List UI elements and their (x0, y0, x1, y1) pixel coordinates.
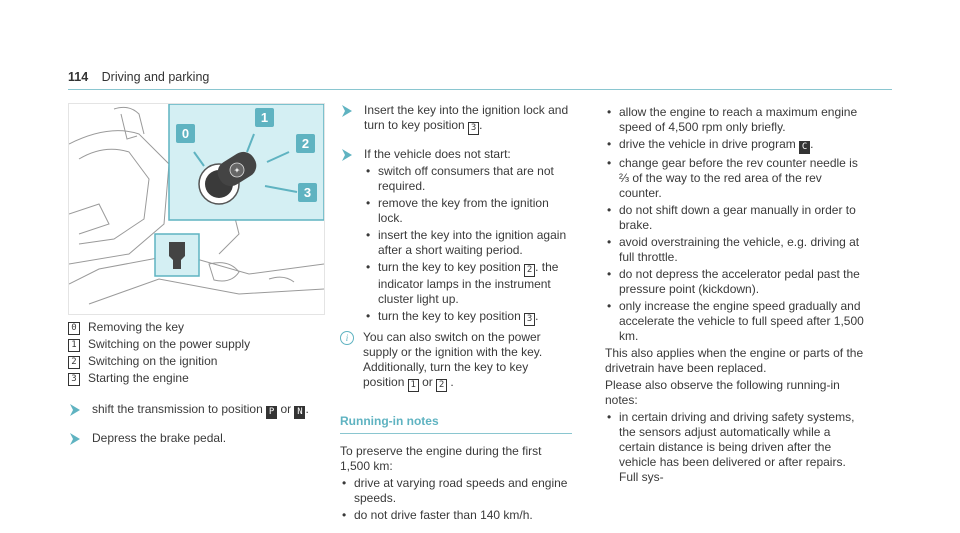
legend-key: 0 (68, 322, 80, 335)
info-icon: i (340, 331, 354, 345)
step-arrow-icon (68, 432, 82, 446)
step-no-start-body (364, 147, 572, 328)
turn-key-post: . (535, 309, 539, 323)
list-item: • change gear before the rev counter needle is ⅔ of the way to the red area of the rev counter. (605, 156, 867, 201)
step-shift-or: or (280, 402, 292, 416)
list-item: • remove the key from the ignition lock. (364, 196, 572, 226)
legend-key: 2 (68, 356, 80, 369)
legend-key: 1 (68, 339, 80, 352)
drive-program-end: . (810, 137, 814, 151)
step-shift (68, 402, 323, 419)
running-in-list-cont (605, 105, 867, 344)
list-item: • drive at varying road speeds and engine speeds. (340, 476, 572, 506)
position-n-key: N (294, 406, 305, 419)
drive-program-c-key: C (799, 141, 810, 154)
no-start-list (364, 164, 572, 326)
info-note-or: or (422, 375, 433, 389)
turn-key-text: turn the key to key position (378, 260, 521, 274)
chapter-title: Driving and parking (101, 70, 210, 84)
page-header (68, 70, 209, 85)
info-note-end: . (450, 375, 454, 389)
legend-text: Switching on the ignition (88, 354, 218, 368)
step-insert-key-end: . (479, 118, 483, 132)
list-item (605, 137, 867, 154)
callout-3-label: 3 (303, 185, 312, 200)
legend-item (68, 354, 323, 369)
list-item (364, 309, 572, 326)
key-position-1: 1 (408, 379, 419, 392)
step-arrow-icon (340, 148, 354, 162)
step-insert-key-text-1: Insert the key into the ignition lock and turn to key position (364, 103, 569, 132)
step-arrow-icon (68, 403, 82, 417)
paragraph-observe: Please also observe the following running-in notes: (605, 378, 840, 407)
list-item: • only increase the engine speed gradually and accelerate the vehicle to full speed after 1,500 km. (605, 299, 867, 344)
list-item: • insert the key into the ignition again after a short waiting period. (364, 228, 572, 258)
list-item: • do not depress the accelerator pedal past the pressure point (kickdown). (605, 267, 867, 297)
step-shift-text (92, 402, 309, 419)
step-arrow-icon (340, 104, 354, 118)
final-list (605, 410, 867, 485)
step-shift-text-1: shift the transmission to position (92, 402, 263, 416)
list-item: • do not drive faster than 140 km/h. (340, 508, 572, 523)
svg-text:✦: ✦ (233, 166, 241, 175)
key-position-3: 3 (524, 313, 535, 326)
list-item: • switch off consumers that are not required. (364, 164, 572, 194)
turn-key-post: . the indicator lamps in the instrument cluster light up. (378, 260, 559, 306)
ignition-figure (68, 103, 325, 315)
step-no-start-text: If the vehicle does not start: (364, 147, 511, 161)
step-depress (68, 431, 323, 446)
list-item: • avoid overstraining the vehicle, e.g. driving at full throttle. (605, 235, 867, 265)
legend-key: 3 (68, 373, 80, 386)
callout-0-label: 0 (181, 126, 190, 141)
column-3 (605, 103, 867, 487)
running-in-intro: To preserve the engine during the first 1,500 km: (340, 444, 542, 473)
position-p-key: P (266, 406, 277, 419)
turn-key-text: turn the key to key position (378, 309, 521, 323)
page-number: 114 (68, 70, 89, 84)
list-item (364, 260, 572, 307)
legend-item (68, 320, 323, 335)
step-shift-end: . (305, 402, 309, 416)
column-2 (340, 103, 572, 525)
step-depress-text: Depress the brake pedal. (92, 431, 227, 445)
paragraph-replaced: This also applies when the engine or parts of the drivetrain have been replaced. (605, 346, 864, 375)
key-position-2: 2 (524, 264, 535, 277)
header-rule (68, 89, 892, 90)
list-item: • allow the engine to reach a maximum engine speed of 4,500 rpm only briefly. (605, 105, 867, 135)
section-title-running-in: Running-in notes (340, 414, 572, 434)
ignition-illustration (69, 104, 324, 314)
key-position-3: 3 (468, 122, 479, 135)
drive-program-text: drive the vehicle in drive program (619, 137, 796, 151)
step-insert-key-text (364, 103, 572, 135)
step-insert-key (340, 103, 572, 135)
legend-item (68, 371, 323, 386)
column-1 (68, 320, 323, 446)
legend-text: Starting the engine (88, 371, 189, 385)
list-item: • do not shift down a gear manually in order to brake. (605, 203, 867, 233)
info-note-text (363, 330, 572, 392)
legend-text: Switching on the power supply (88, 337, 251, 351)
step-no-start (340, 147, 572, 328)
legend-text: Removing the key (88, 320, 185, 334)
legend-item (68, 337, 323, 352)
list-item: • in certain driving and driving safety systems, the sensors adjust automatically while a certain distance is being driven after the vehicle has been delivered or after repairs. Full sys- (605, 410, 867, 485)
info-note-text-1: You can also switch on the power supply or the ignition with the key. Additionally, turn the key to key position (363, 330, 543, 389)
info-note (340, 330, 572, 392)
callout-1-label: 1 (260, 110, 269, 125)
key-position-2: 2 (436, 379, 447, 392)
running-in-list (340, 476, 572, 523)
callout-2-label: 2 (301, 136, 310, 151)
